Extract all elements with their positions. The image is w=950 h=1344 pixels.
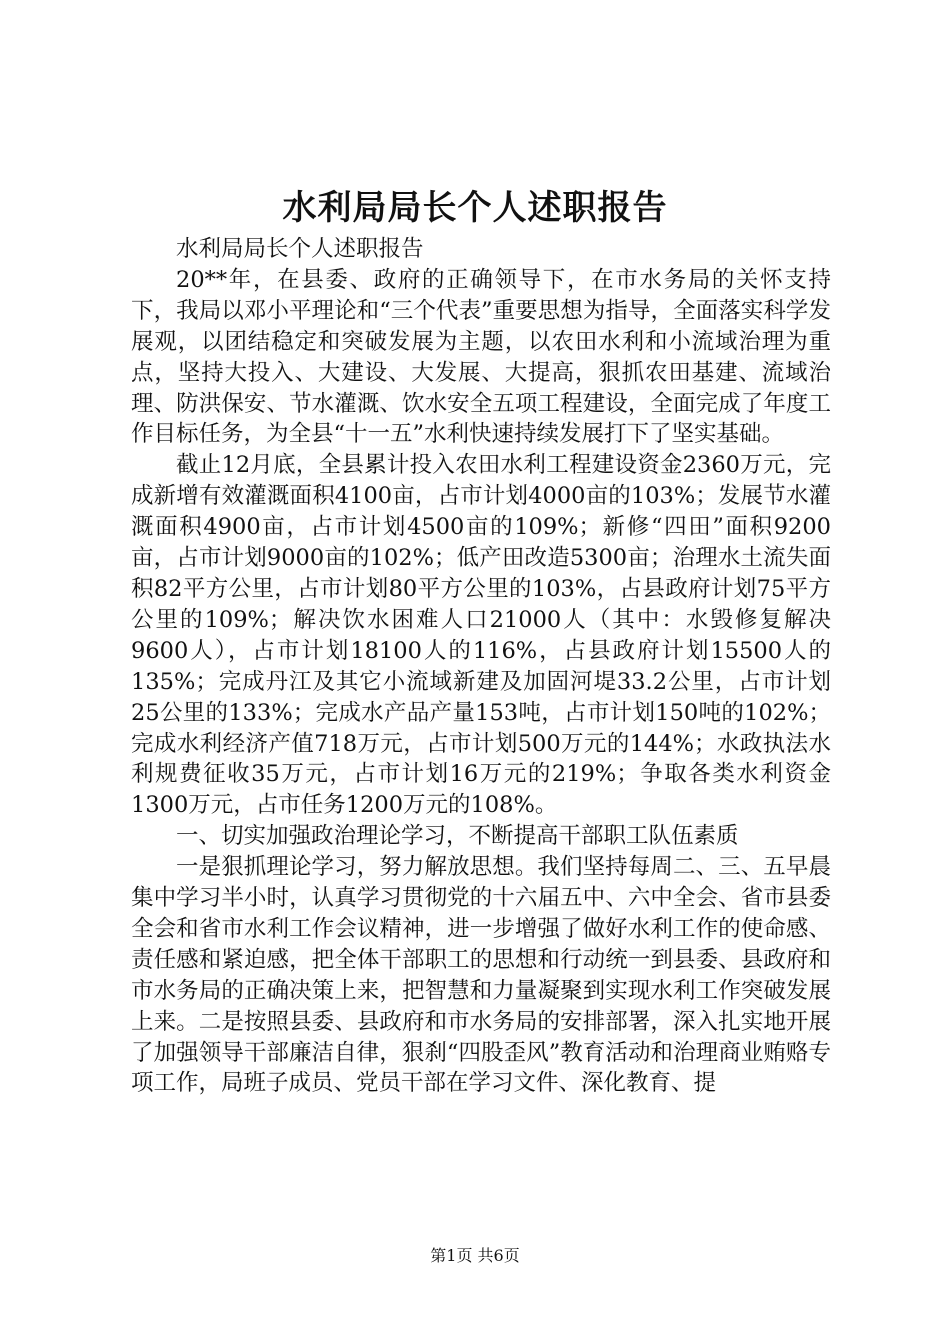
paragraph-theory-study: 一是狠抓理论学习，努力解放思想。我们坚持每周二、三、五早晨集中学习半小时，认真学习贯彻党的十六届五中、六中全会、省市县委全会和省市水利工作会议精神，进一步增强了做好水利工作的使命感、责任感和紧迫感，把全体干部职工的思想和行动统一到县委、县政府和市水务局的正确决策上来，把智慧和力量凝聚到实现水利工作突破发展上来。二是按照县委、县政府和市水务局的安排部署，深入扎实地开展了加强领导干部廉洁自律，狠刹“四股歪风”教育活动和治理商业贿赂专项工作，局班子成员、党员干部在学习文件、深化教育、提 xyxy=(131,854,831,1097)
paragraph-subtitle: 水利局局长个人述职报告 xyxy=(176,236,424,262)
page-footer: 第1页 共6页 xyxy=(430,1246,520,1265)
document-title: 水利局局长个人述职报告 xyxy=(282,188,668,228)
document-body xyxy=(131,234,831,1099)
paragraph-intro: 20**年，在县委、政府的正确领导下，在市水务局的关怀支持下，我局以邓小平理论和“三个代表”重要思想为指导，全面落实科学发展观，以团结稳定和突破发展为主题，以农田水利和小流域治理为重点，坚持大投入、大建设、大发展、大提高，狠抓农田基建、流域治理、防洪保安、节水灌溉、饮水安全五项工程建设，全面完成了年度工作目标任务，为全县“十一五”水利快速持续发展打下了坚实基础。 xyxy=(131,266,831,448)
section-heading-1: 一、切实加强政治理论学习，不断提高干部职工队伍素质 xyxy=(176,823,739,850)
paragraph-statistics: 截止12月底，全县累计投入农田水利工程建设资金2360万元，完成新增有效灌溉面积4100亩，占市计划4000亩的103%；发展节水灌溉面积4900亩，占市计划4500亩的109%；新修“四田”面积9200亩，占市计划9000亩的102%；低产田改造5300亩；治理水土流失面积82平方公里，占市计划80平方公里的103%，占县政府计划75平方公里的109%；解决饮水困难人口21000人（其中：水毁修复解决9600人），占市计划18100人的116%，占县政府计划15500人的135%；完成丹江及其它小流域新建及加固河堤33.2公里，占市计划25公里的133%；完成水产品产量153吨，占市计划150吨的102%；完成水利经济产值718万元，占市计划500万元的144%；水政执法水利规费征收35万元，占市计划16万元的219%；争取各类水利资金1300万元，占市任务1200万元的108%。 xyxy=(131,452,831,819)
